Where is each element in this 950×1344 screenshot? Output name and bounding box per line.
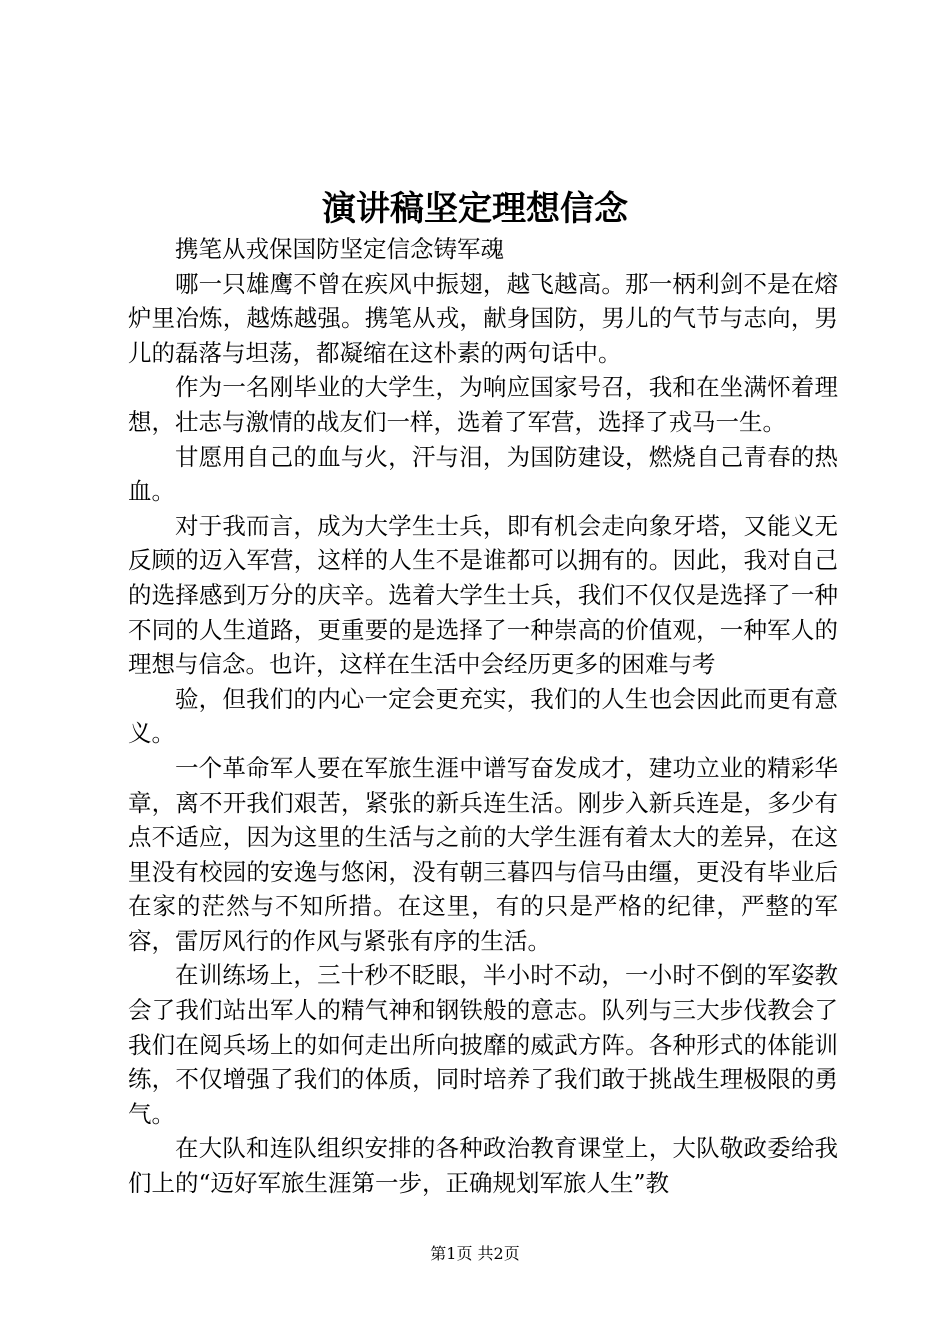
paragraph: 甘愿用自己的血与火，汗与泪，为国防建设，燃烧自己青春的热血。: [128, 442, 838, 506]
paragraph: 在训练场上，三十秒不眨眼，半小时不动，一小时不倒的军姿教会了我们站出军人的精气神和钢铁般的意志。队列与三大步伐教会了我们在阅兵场上的如何走出所向披靡的威武方阵。各种形式的体能训练，不仅增强了我们的体质，同时培养了我们敢于挑战生理极限的勇气。: [128, 961, 838, 1128]
paragraph: 对于我而言，成为大学生士兵，即有机会走向象牙塔，又能义无反顾的迈入军营，这样的人生不是谁都可以拥有的。因此，我对自己的选择感到万分的庆辛。选着大学生士兵，我们不仅仅是选择了一种不同的人生道路，更重要的是选择了一种崇高的价值观，一种军人的理想与信念。也许，这样在生活中会经历更多的困难与考: [128, 511, 838, 679]
paragraph: 一个革命军人要在军旅生涯中谱写奋发成才，建功立业的精彩华章，离不开我们艰苦，紧张的新兵连生活。刚步入新兵连是，多少有点不适应，因为这里的生活与之前的大学生涯有着太大的差异，在这里没有校园的安逸与悠闲，没有朝三暮四与信马由缰，更没有毕业后在家的茫然与不知所措。在这里，有的只是严格的纪律，严整的军容，雷厉风行的作风与紧张有序的生活。: [128, 753, 838, 955]
paragraph: 哪一只雄鹰不曾在疾风中振翅，越飞越高。那一柄利剑不是在熔炉里冶炼，越炼越强。携笔从戎，献身国防，男儿的气节与志向，男儿的磊落与坦荡，都凝缩在这朴素的两句话中。: [128, 269, 838, 367]
paragraph: 验，但我们的内心一定会更充实，我们的人生也会因此而更有意义。: [128, 684, 838, 748]
document-body: [128, 232, 838, 1201]
document-title: 演讲稿坚定理想信念: [322, 189, 628, 229]
paragraph: 在大队和连队组织安排的各种政治教育课堂上，大队敬政委给我们上的“迈好军旅生涯第一步，正确规划军旅人生”教: [128, 1134, 838, 1198]
page-number-footer: 第1页 共2页: [430, 1244, 520, 1263]
paragraph: 携笔从戎保国防坚定信念铸军魂: [175, 235, 504, 263]
paragraph: 作为一名刚毕业的大学生，为响应国家号召，我和在坐满怀着理想，壮志与激情的战友们一样，选着了军营，选择了戎马一生。: [128, 373, 838, 436]
